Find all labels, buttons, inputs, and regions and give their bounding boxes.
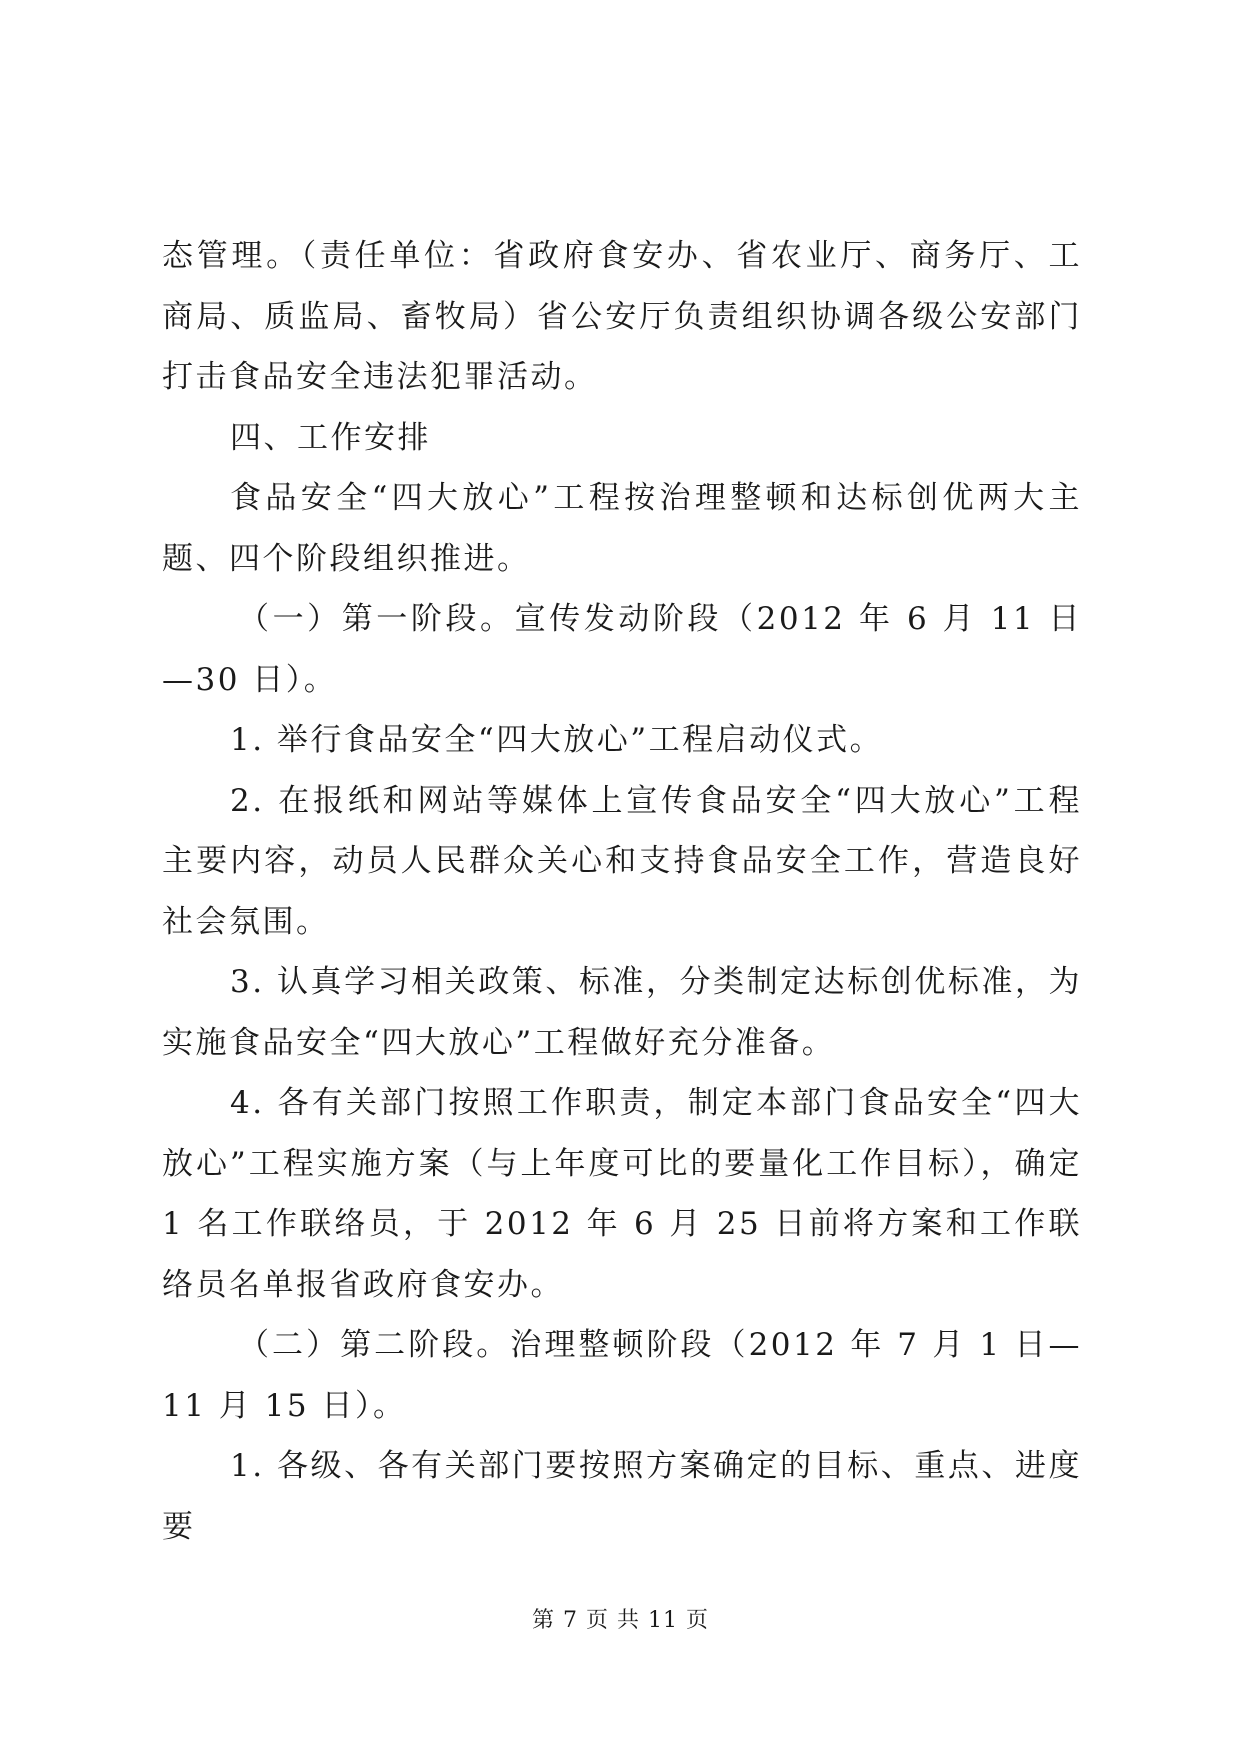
list-item-phase-one-3: 3. 认真学习相关政策、标准，分类制定达标创优标准，为实施食品安全“四大放心”工程做好充分准备。: [162, 964, 1082, 1061]
subheading-phase-one: （一）第一阶段。宣传发动阶段（2012 年 6 月 11 日—30 日）。: [162, 601, 1082, 698]
subheading-phase-two: （二）第二阶段。治理整顿阶段（2012 年 7 月 1 日—11 月 15 日）。: [162, 1327, 1082, 1424]
list-item-phase-one-2: 2. 在报纸和网站等媒体上宣传食品安全“四大放心”工程主要内容，动员人民群众关心和支持食品安全工作，营造良好社会氛围。: [162, 782, 1082, 940]
list-item-phase-one-1: 1. 举行食品安全“四大放心”工程启动仪式。: [230, 722, 884, 758]
list-item-phase-one-4: 4. 各有关部门按照工作职责，制定本部门食品安全“四大放心”工程实施方案（与上年度可比的要量化工作目标），确定 1 名工作联络员，于 2012 年 6 月 25 日前将方案和工作联络员名单报省政府食安办。: [162, 1085, 1082, 1303]
list-item-phase-two-1: 1. 各级、各有关部门要按照方案确定的目标、重点、进度要: [162, 1448, 1082, 1545]
section-heading-work-arrangement: 四、工作安排: [230, 419, 431, 456]
document-body: [162, 226, 1082, 1557]
page-number-footer: 第 7 页 共 11 页: [532, 1608, 709, 1633]
paragraph-intro: 食品安全“四大放心”工程按治理整顿和达标创优两大主题、四个阶段组织推进。: [162, 480, 1082, 577]
paragraph-responsibility: 态管理。（责任单位：省政府食安办、省农业厅、商务厅、工商局、质监局、畜牧局）省公安厅负责组织协调各级公安部门打击食品安全违法犯罪活动。: [162, 238, 1082, 395]
